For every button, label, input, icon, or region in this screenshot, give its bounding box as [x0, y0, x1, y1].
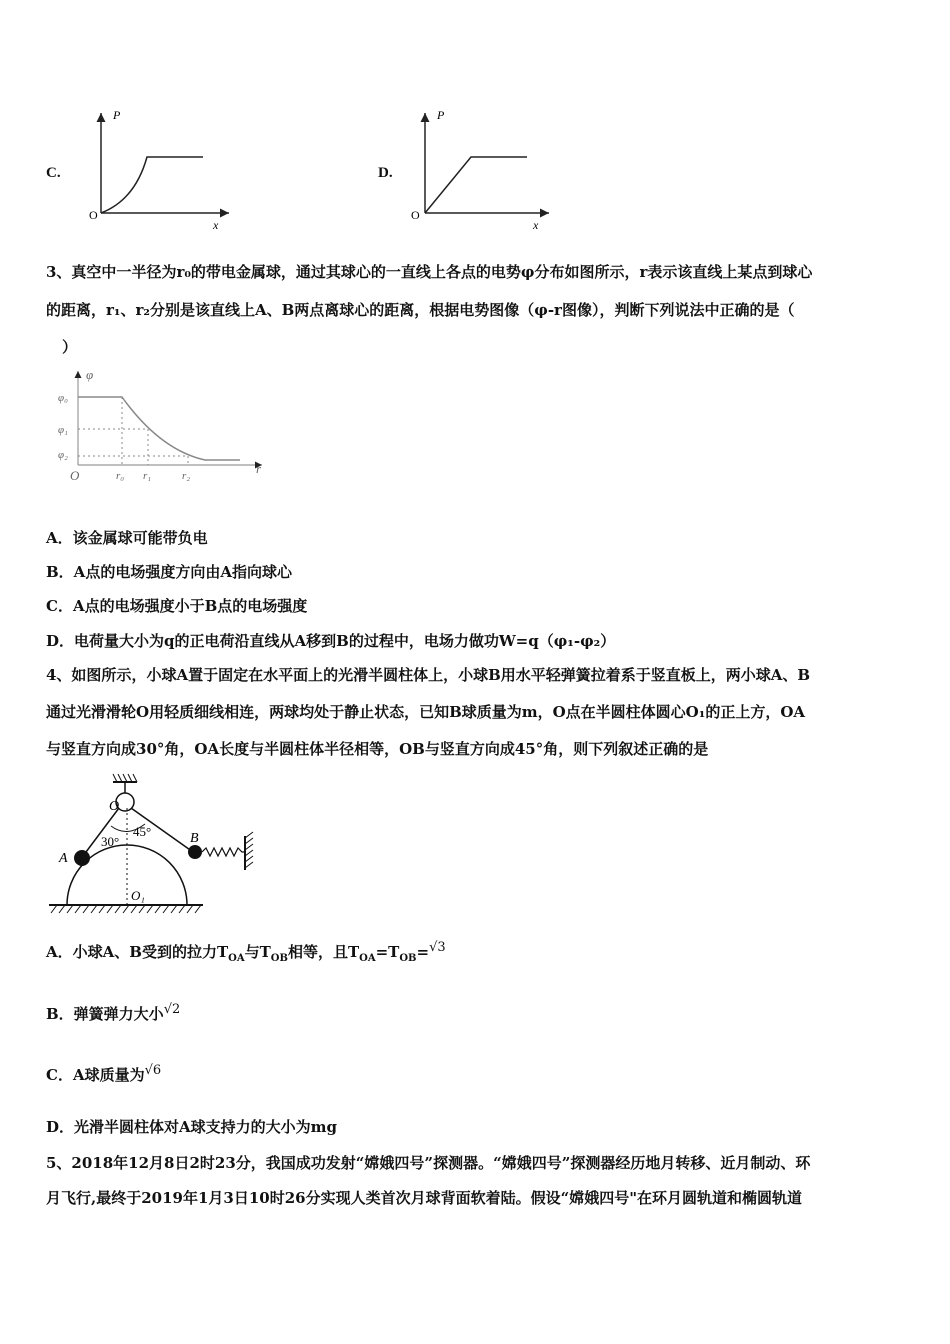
q3-option-b: B．A点的电场强度方向由A指向球心 [46, 563, 292, 581]
sqrt6-expr: √6 [144, 1063, 162, 1078]
ball-a [74, 850, 90, 866]
graph-c [85, 105, 235, 235]
axis-r-label: r [256, 461, 262, 476]
graph-d [405, 105, 555, 235]
q4-option-b: B．弹簧弹力大小$^{√2}$ [46, 1002, 181, 1023]
q5-line1: 5、2018年12月8日2时23分，我国成功发射“嫦娥四号”探测器。“嫦娥四号”探测器经历地月转移、近月制动、环 [46, 1154, 811, 1172]
q3-line1: 3、真空中一半径为r₀的带电金属球，通过其球心的一直线上各点的电势φ分布如图所示，r表示该直线上某点到球心 [46, 263, 813, 281]
origin-label: O [411, 208, 420, 222]
sqrt2-expr: √2 [163, 1002, 181, 1017]
q4-option-a: A．小球A、B受到的拉力$T_{OA}$与$T_{OB}$相等，且$T_{OA}=T_{OB}=^{√3}$ [46, 940, 446, 964]
q4-option-c: C．A球质量为$^{√6}$ [46, 1063, 162, 1084]
tick-phi0: φ₀ [58, 392, 68, 404]
q4-line1: 4、如图所示，小球A置于固定在水平面上的光滑半圆柱体上，小球B用水平轻弹簧拉着系于竖直板上，两小球A、B [46, 666, 811, 684]
tick-phi1: φ₁ [58, 424, 68, 436]
q3-potential-graph [50, 365, 270, 485]
label-o: O [109, 799, 120, 814]
q4-option-d: D．光滑半圆柱体对A球支持力的大小为mg [46, 1118, 338, 1136]
potential-curve [78, 397, 240, 460]
sqrt3-expr: √3 [429, 940, 446, 955]
q5-line2: 月飞行,最终于2019年1月3日10时26分实现人类首次月球背面软着陆。假设“嫦娥四号"在环月圆轨道和椭圆轨道 [46, 1189, 803, 1207]
axis-p-label: P [437, 108, 445, 122]
spring [202, 848, 245, 856]
origin-label: O [89, 208, 98, 222]
label-b: B [190, 831, 199, 846]
curve-c [101, 157, 203, 213]
axis-phi-label: φ [86, 367, 94, 382]
axis-p-label: P [113, 108, 121, 122]
label-o1: O₁ [131, 888, 145, 903]
tick-r2: r₂ [182, 470, 191, 482]
q4-line2: 通过光滑滑轮O用轻质细线相连，两球均处于静止状态，已知B球质量为m，O点在半圆柱体圆心O₁的正上方，OA [46, 703, 806, 721]
axis-x-label: x [533, 218, 539, 232]
tick-phi2: φ₂ [58, 449, 68, 461]
angle-30: 30° [101, 834, 120, 849]
option-d-label: D. [378, 165, 393, 181]
angle-45: 45° [133, 824, 152, 839]
origin-label: O [70, 468, 80, 483]
option-c-label: C. [46, 165, 61, 181]
axis-x-label: x [213, 218, 219, 232]
q4-line3: 与竖直方向成30°角，OA长度与半圆柱体半径相等，OB与竖直方向成45°角，则下列叙述正确的是 [46, 740, 709, 758]
q3-option-d: D．电荷量大小为q的正电荷沿直线从A移到B的过程中，电场力做功W=q（φ₁-φ₂） [46, 632, 616, 650]
q4-figure [45, 770, 270, 918]
q3-option-c: C．A点的电场强度小于B点的电场强度 [46, 597, 308, 615]
tick-r0: r₀ [116, 470, 125, 482]
tick-r1: r₁ [143, 470, 152, 482]
curve-d [425, 157, 527, 213]
q3-option-a: A．该金属球可能带负电 [46, 529, 208, 547]
q3-line2: 的距离，r₁、r₂分别是该直线上A、B两点离球心的距离，根据电势图像（φ-r图像），判断下列说法中正确的是（ [46, 301, 795, 319]
label-a: A [59, 851, 68, 866]
q3-line3: ） [62, 338, 78, 356]
ball-b [188, 845, 202, 859]
